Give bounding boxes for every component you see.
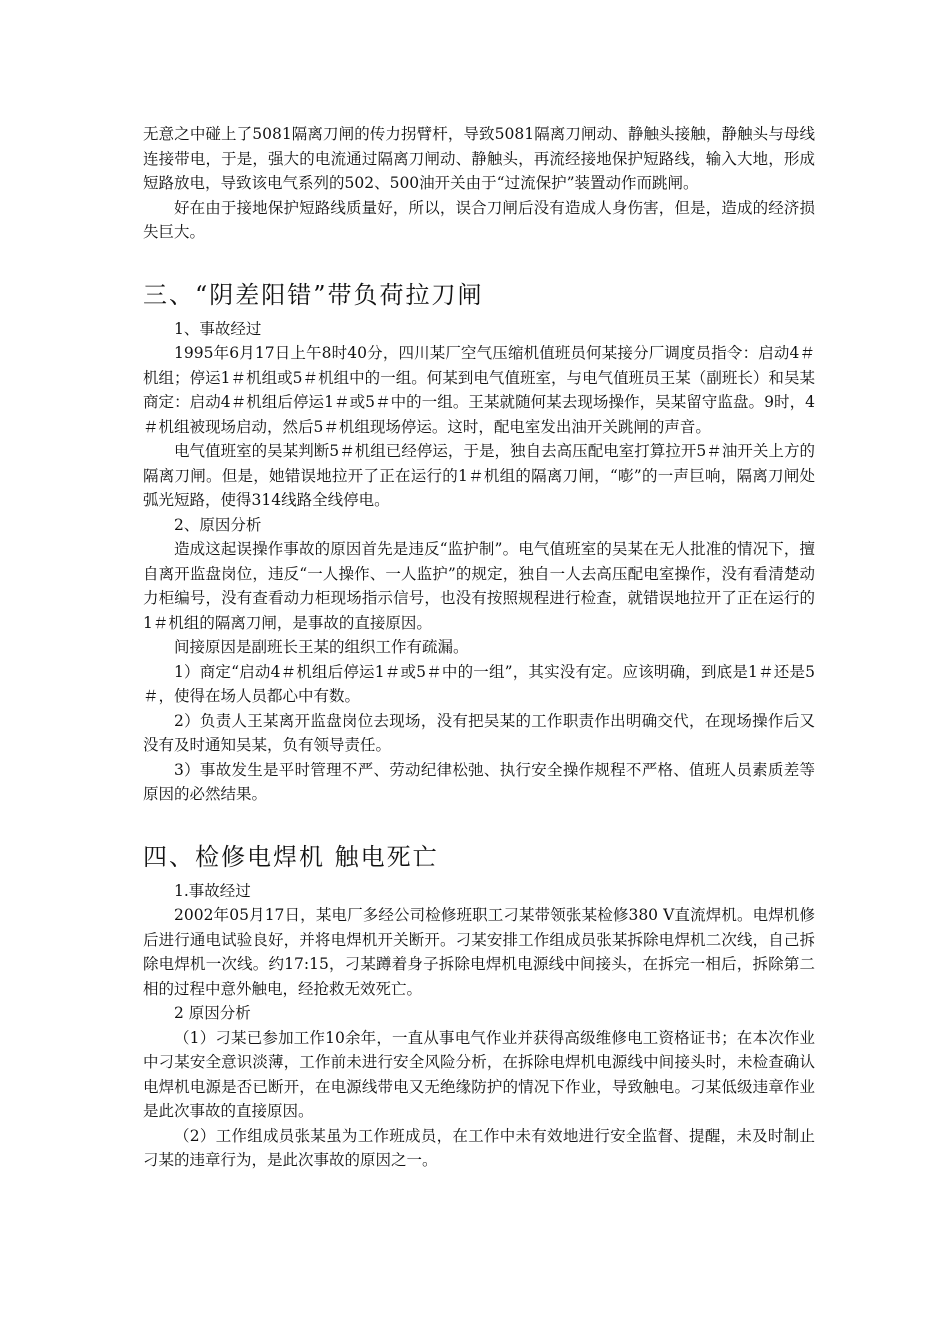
subheading-cause-analysis: 2 原因分析 (174, 1004, 251, 1022)
subheading-incident-process: 1.事故经过 (174, 881, 251, 900)
subheading-cause-analysis: 2、原因分析 (174, 515, 262, 534)
paragraph: 电气值班室的吴某判断5＃机组已经停运，于是，独自去高压配电室打算拉开5＃油开关上方的隔离刀闸。但是，她错误地拉开了正在运行的1＃机组的隔离刀闸，“嘭”的一声巨响，隔离刀闸处弧光短路，使得314线路全线停电。 (143, 442, 815, 509)
paragraph-summary: 好在由于接地保护短路线质量好，所以，误合刀闸后没有造成人身伤害，但是，造成的经济损失巨大。 (143, 198, 815, 241)
paragraph: 1）商定“启动4＃机组后停运1＃或5＃中的一组”，其实没有定。应该明确，到底是1＃还是5＃，使得在场人员都心中有数。 (143, 662, 815, 705)
paragraph-continuation: 无意之中碰上了5081隔离刀闸的传力拐臂杆，导致5081隔离刀闸动、静触头接触，静触头与母线连接带电，于是，强大的电流通过隔离刀闸动、静触头，再流经接地保护短路线，输入大地，形成短路放电，导致该电气系列的502、500油开关由于“过流保护”装置动作而跳闸。 (143, 125, 815, 192)
section-heading-4: 四、检修电焊机 触电死亡 (143, 842, 439, 871)
paragraph: （1）刁某已参加工作10余年，一直从事电气作业并获得高级维修电工资格证书；在本次作业中刁某安全意识淡薄，工作前未进行安全风险分析，在拆除电焊机电源线中间接头时，未检查确认电焊机电源是否已断开，在电源线带电又无绝缘防护的情况下作业，导致触电。刁某低级违章作业是此次事故的直接原因。 (143, 1028, 815, 1120)
subheading-incident-process: 1、事故经过 (174, 319, 262, 338)
paragraph: 间接原因是副班长王某的组织工作有疏漏。 (174, 638, 469, 656)
section-heading-3: 三、“阴差阳错”带负荷拉刀闸 (143, 280, 484, 309)
paragraph: 1995年6月17日上午8时40分，四川某厂空气压缩机值班员何某接分厂调度员指令：启动4＃机组；停运1＃机组或5＃机组中的一组。何某到电气值班室，与电气值班员王某（副班长）和吴某商定：启动4＃机组后停运1＃或5＃中的一组。王某就随何某去现场操作，吴某留守监盘。9时，4＃机组被现场启动，然后5＃机组现场停运。这时，配电室发出油开关跳闸的声音。 (143, 344, 815, 436)
document-body (143, 122, 815, 1173)
paragraph: 2）负责人王某离开监盘岗位去现场，没有把吴某的工作职责作出明确交代，在现场操作后又没有及时通知吴某，负有领导责任。 (143, 711, 815, 754)
paragraph: 3）事故发生是平时管理不严、劳动纪律松弛、执行安全操作规程不严格、值班人员素质差等原因的必然结果。 (143, 760, 815, 803)
paragraph: （2）工作组成员张某虽为工作班成员，在工作中未有效地进行安全监督、提醒，未及时制止刁某的违章行为，是此次事故的原因之一。 (143, 1126, 815, 1169)
paragraph: 造成这起误操作事故的原因首先是违反“监护制”。电气值班室的吴某在无人批准的情况下，擅自离开监盘岗位，违反“一人操作、一人监护”的规定，独自一人去高压配电室操作，没有看清楚动力柜编号，没有查看动力柜现场指示信号，也没有按照规程进行检查，就错误地拉开了正在运行的1＃机组的隔离刀闸，是事故的直接原因。 (143, 540, 815, 632)
paragraph: 2002年05月17日，某电厂多经公司检修班职工刁某带领张某检修380 V直流焊机。电焊机修后进行通电试验良好，并将电焊机开关断开。刁某安排工作组成员张某拆除电焊机二次线，自己拆除电焊机一次线。约17:15，刁某蹲着身子拆除电焊机电源线中间接头，在拆完一相后，拆除第二相的过程中意外触电，经抢救无效死亡。 (143, 906, 815, 998)
